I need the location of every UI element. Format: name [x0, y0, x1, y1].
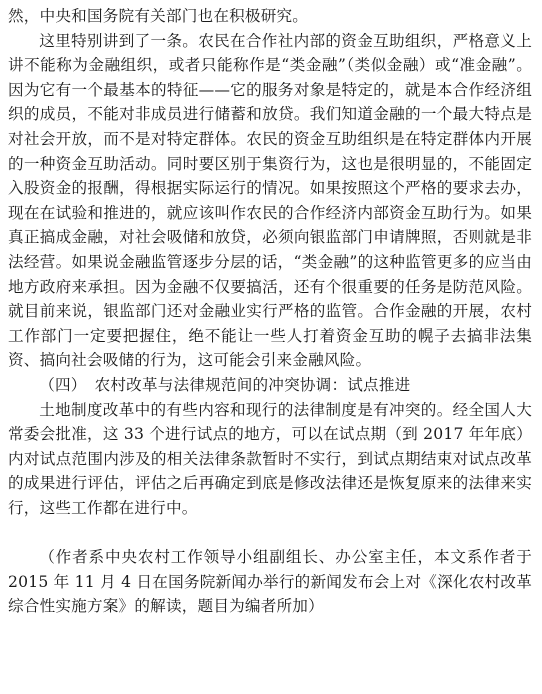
paragraph-continuation: 然，中央和国务院有关部门也在积极研究。 [8, 7, 309, 25]
section-heading: （四） 农村改革与法律规范间的冲突协调：试点推进 [39, 375, 411, 394]
document-page [8, 4, 532, 619]
blank-line [8, 520, 532, 545]
paragraph-land-reform: 土地制度改革中的有些内容和现行的法律制度是有冲突的。经全国人大常委会批准，这 33 个进行试点的地方，可以在试点期（到 2017 年年底）内对试点范围内涉及的相关法律条款暂时不实行，到试点期结束对试点改革的成果进行评估，评估之后再确定到底是修改法律还是恢复原来的法律来实行，这些工作都在进行中。 [8, 400, 532, 517]
author-note: （作者系中央农村工作领导小组副组长、办公室主任，本文系作者于 2015 年 11 月 4 日在国务院新闻办举行的新闻发布会上对《深化农村改革综合性实施方案》的解读，题目为编者所加） [8, 548, 532, 616]
paragraph-financial-mutual-aid: 这里特别讲到了一条。农民在合作社内部的资金互助组织，严格意义上讲不能称为金融组织，或者只能称作是“类金融”（类似金融）或“准金融”。因为它有一个最基本的特征——它的服务对象是特定的，就是本合作经济组织的成员，不能对非成员进行储蓄和放贷。我们知道金融的一个最大特点是对社会开放，而不是对特定群体。农民的资金互助组织是在特定群体内开展的一种资金互助活动。同时要区别于集资行为，这也是很明显的，不能固定入股资金的报酬，得根据实际运行的情况。如果按照这个严格的要求去办，现在在试验和推进的，就应该叫作农民的合作经济内部资金互助行为。如果真正搞成金融，对社会吸储和放贷，必须向银监部门申请牌照，否则就是非法经营。如果说金融监管逐步分层的话，“类金融”的这种监管更多的应当由地方政府来承担。因为金融不仅要搞活，还有个很重要的任务是防范风险。就目前来说，银监部门还对金融业实行严格的监管。合作金融的开展，农村工作部门一定要把握住，绝不能让一些人打着资金互助的幌子去搞非法集资、搞向社会吸储的行为，这可能会引来金融风险。 [8, 31, 532, 370]
